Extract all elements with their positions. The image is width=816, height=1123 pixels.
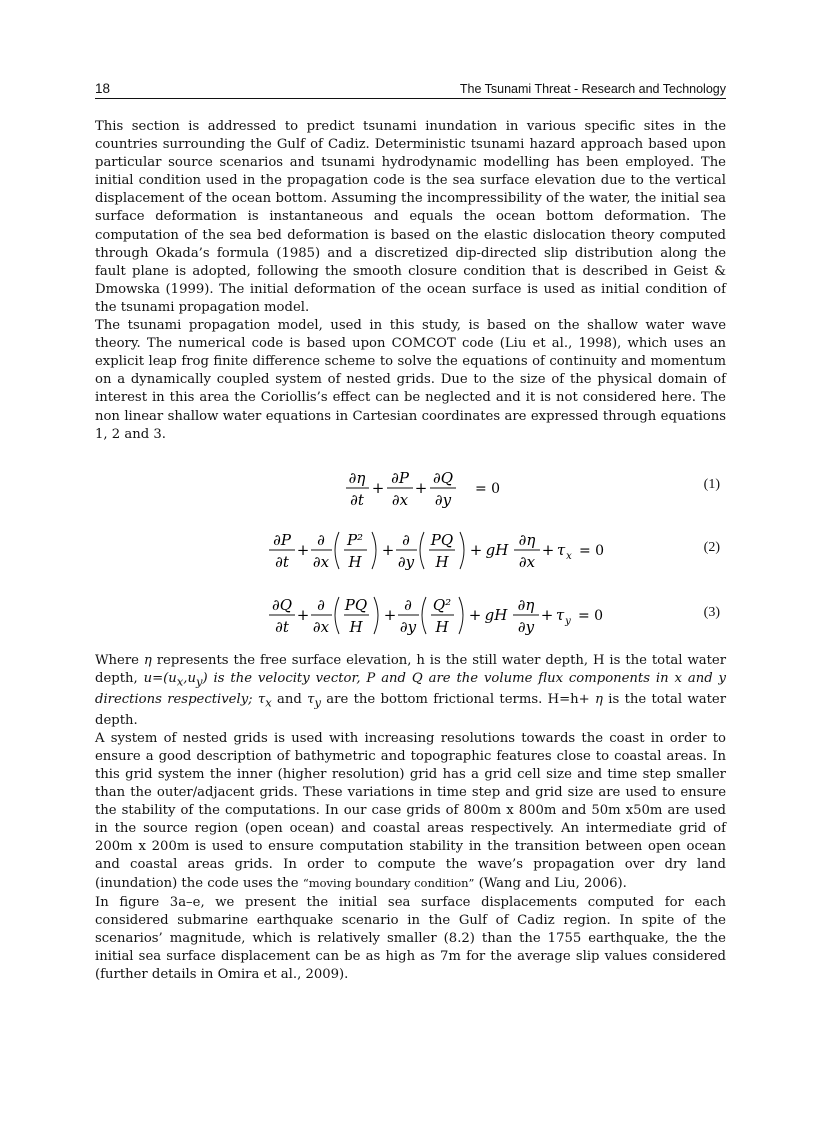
eq3-tau: τ <box>555 606 565 624</box>
equation-2-number: (2) <box>703 540 720 555</box>
eq2-plus-2: + <box>381 541 395 559</box>
paragraph-intro: This section is addressed to predict tsunami inundation in various specific sites in the countries surrounding the Gulf of Cadiz. Deterministic tsunami hazard approach based upon particular source scenarios and tsunami hydrodynamic modelling has been employed. The initial condition used in the propagation code is the sea surface elevation due to the vertical displacement of the ocean bottom. Assuming the incompressibility of the water, the initial sea surface deformation is instantaneous and equals the ocean bottom deformation. The computation of the sea bed deformation is based on the elastic dislocation theory computed through Okada’s formula (1985) and a discretized dip-directed slip distribution along the fault plane is adopted, following the smooth closure condition that is described in Geist & Dmowska (1999). The initial deformation of the ocean surface is used as initial condition of the tsunami propagation model. <box>95 119 726 315</box>
eq1-p-num: ∂P <box>391 469 409 487</box>
eq3-d-den: ∂y <box>517 618 535 636</box>
eq3-d-num: ∂η <box>517 596 535 614</box>
eq3-c-den: ∂y <box>399 618 417 636</box>
eq3-bf-den: H <box>349 618 363 636</box>
eq1-plus-2: + <box>414 479 428 497</box>
paragraph-where: Where η represents the free surface elevation, h is the still water depth, H is the total water depth, $u=(u_x,u_y)$ is the velocity vector, P and Q are the volume flux components in x and y directions respectively; $\tau_x$ and $\tau_y$ are the bottom frictional terms. H=h+ η is the total water depth. <box>95 653 726 728</box>
eq2-b-num: ∂ <box>317 531 325 549</box>
eq3-a-num: ∂Q <box>271 596 293 614</box>
eq2-plus-4: + <box>541 541 555 559</box>
eq3-plus-4: + <box>540 606 554 624</box>
eq2-c-num: ∂ <box>402 531 410 549</box>
equation-1-formula <box>95 463 726 523</box>
equation-3-formula <box>95 588 726 650</box>
eq2-bf-den: H <box>348 553 362 571</box>
eq2-cf-den: H <box>435 553 449 571</box>
page-number: 18 <box>95 81 111 96</box>
body-text <box>95 118 726 444</box>
eq2-tau-sub: x <box>566 551 572 562</box>
running-title: The Tsunami Threat - Research and Technology <box>459 82 726 96</box>
equation-2 <box>95 523 726 585</box>
eq2-a-den: ∂t <box>275 553 289 571</box>
paragraph-figure: In figure 3a–e, we present the initial sea surface displacements computed for each considered submarine earthquake scenario in the Gulf of Cadiz region. In spite of the scenarios’ magnitude, which is relatively smaller (8.2) than the 1755 earthquake, the the initial sea surface displacement can be as high as 7m for the average slip values considered (further details in Omira et al., 2009). <box>95 894 726 982</box>
eq2-b-den: ∂x <box>312 553 330 571</box>
eta-symbol: η <box>143 653 152 668</box>
eq3-rhs: = 0 <box>578 608 604 624</box>
eq3-b-num: ∂ <box>317 596 325 614</box>
eq3-tau-sub: y <box>565 616 571 627</box>
equation-1-number: (1) <box>703 477 720 492</box>
equation-1 <box>95 463 726 523</box>
eq3-plus-3: + <box>468 606 482 624</box>
eq1-eta-num: ∂η <box>348 469 366 487</box>
eq1-q-den: ∂y <box>434 491 452 509</box>
eq1-p-den: ∂x <box>391 491 409 509</box>
eq1-plus-1: + <box>371 479 385 497</box>
eq3-bf-num: PQ <box>344 596 368 614</box>
paragraph-model: The tsunami propagation model, used in this study, is based on the shallow water wave theory. The numerical code is based upon COMCOT code (Liu et al., 1998), which uses an explicit leap frog finite difference scheme to solve the equations of continuity and momentum on a dynamically coupled system of nested grids. Due to the size of the physical domain of interest in this area the Coriollis’s effect can be neglected and it is not considered here. The non linear shallow water equations in Cartesian coordinates are expressed through equations 1, 2 and 3. <box>95 318 726 442</box>
eq2-rhs: = 0 <box>579 543 605 559</box>
eq2-plus-1: + <box>296 541 310 559</box>
eq2-plus-3: + <box>469 541 483 559</box>
eq2-c-den: ∂y <box>397 553 415 571</box>
equation-3 <box>95 588 726 650</box>
eq3-plus-1: + <box>296 606 310 624</box>
eq2-d-den: ∂x <box>518 553 536 571</box>
eq3-a-den: ∂t <box>275 618 289 636</box>
eq2-tau: τ <box>556 541 566 559</box>
eq2-a-num: ∂P <box>273 531 291 549</box>
body-text-continued <box>95 652 726 984</box>
moving-boundary-quote: “moving boundary condition” <box>302 876 475 891</box>
eq3-c-num: ∂ <box>404 596 412 614</box>
eq3-plus-2: + <box>383 606 397 624</box>
eq1-rhs: = 0 <box>475 481 501 497</box>
eq2-bf-num: P² <box>346 531 364 549</box>
equation-2-formula <box>95 523 726 585</box>
eq2-gh: gH <box>485 541 509 559</box>
eq3-cf-num: Q² <box>432 596 452 614</box>
eq2-d-num: ∂η <box>518 531 536 549</box>
page-header <box>95 80 726 99</box>
eq3-cf-den: H <box>435 618 449 636</box>
eq3-gh: gH <box>484 606 508 624</box>
eq3-b-den: ∂x <box>312 618 330 636</box>
equation-3-number: (3) <box>703 605 720 620</box>
eq1-eta-den: ∂t <box>350 491 364 509</box>
paragraph-grids: A system of nested grids is used with increasing resolutions towards the coast in order to ensure a good description of bathymetric and topographic features close to coastal areas. In this grid system the inner (higher resolution) grid has a grid cell size and time step smaller than the outer/adjacent grids. These variations in time step and grid size are used to ensure the stability of the computations. In our case grids of 800m x 800m and 50m x50m are used in the source region (open ocean) and coastal areas respectively. An intermediate grid of 200m x 200m is used to ensure computation stability in the transition between open ocean and coastal areas grids. In order to compute the wave’s propagation over dry land (inundation) the code uses the “moving boundary condition” (Wang and Liu, 2006). <box>95 730 726 892</box>
eq1-q-num: ∂Q <box>432 469 454 487</box>
eq2-cf-num: PQ <box>430 531 454 549</box>
